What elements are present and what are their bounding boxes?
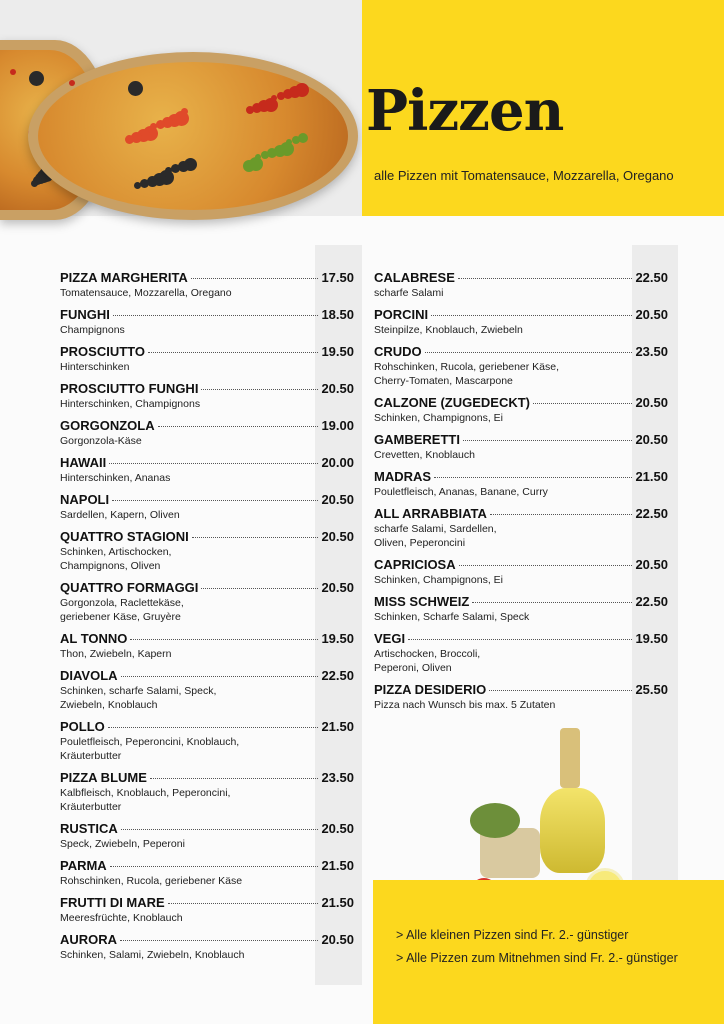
menu-item-description: Gorgonzola, Raclettekäse, (60, 597, 184, 609)
menu-item (60, 631, 354, 661)
dot-leader (121, 676, 319, 677)
dot-leader (108, 727, 319, 728)
menu-item (60, 418, 354, 448)
dot-leader (109, 463, 318, 464)
menu-item-description: Schinken, scharfe Salami, Speck, (60, 685, 217, 697)
menu-item-name: PIZZA BLUME (60, 770, 147, 785)
topping (156, 120, 165, 129)
menu-item (374, 344, 668, 388)
menu-item-description: Hinterschinken, Ananas (60, 472, 171, 484)
menu-item-row (60, 770, 354, 786)
menu-item-name: QUATTRO STAGIONI (60, 529, 189, 544)
topping (292, 136, 300, 144)
menu-item-description: Schinken, Salami, Zwiebeln, Knoblauch (60, 949, 245, 961)
menu-item-name: VEGI (374, 631, 406, 646)
topping (261, 151, 269, 159)
dot-leader (121, 829, 319, 830)
dot-leader (434, 477, 632, 478)
menu-item (60, 821, 354, 851)
menu-item-price: 21.50 (321, 719, 354, 734)
menu-item-row (60, 492, 354, 508)
topping (10, 69, 16, 75)
menu-item-price: 22.50 (635, 506, 668, 521)
menu-item-name: ALL ARRABBIATA (374, 506, 487, 521)
herbs (470, 803, 520, 838)
menu-item-price: 19.00 (321, 418, 354, 433)
dot-leader (130, 639, 318, 640)
menu-item (60, 381, 354, 411)
menu-item-name: RUSTICA (60, 821, 118, 836)
dot-leader (431, 315, 632, 316)
menu-item (374, 682, 668, 712)
menu-item-description: Artischocken, Broccoli, (374, 648, 481, 660)
topping (134, 182, 141, 189)
menu-item-row (60, 631, 354, 647)
menu-item-row (60, 580, 354, 596)
note-takeaway: > Alle Pizzen zum Mitnehmen sind Fr. 2.- günstiger (396, 951, 678, 965)
menu-item (60, 580, 354, 624)
dot-leader (158, 426, 319, 427)
menu-item-name: AL TONNO (60, 631, 128, 646)
topping (69, 80, 75, 86)
menu-item-description: Peperoni, Oliven (374, 662, 452, 674)
menu-item-name: CALZONE (ZUGEDECKT) (374, 395, 530, 410)
topping (246, 106, 254, 114)
menu-item-description: Schinken, Champignons, Ei (374, 574, 503, 586)
menu-item-description: Speck, Zwiebeln, Peperoni (60, 838, 185, 850)
menu-item-row (374, 631, 668, 647)
menu-item-name: GORGONZOLA (60, 418, 155, 433)
menu-item-description: Hinterschinken (60, 361, 130, 373)
menu-item-name: DIAVOLA (60, 668, 118, 683)
menu-item-description: Champignons, Oliven (60, 560, 161, 572)
menu-item-price: 23.50 (635, 344, 668, 359)
header-image-area (0, 0, 362, 216)
menu-item-name: HAWAII (60, 455, 107, 470)
menu-item-row (374, 395, 668, 411)
menu-item-name: PROSCIUTTO FUNGHI (60, 381, 199, 396)
menu-item-row (60, 307, 354, 323)
menu-item-description: Schinken, Champignons, Ei (374, 412, 503, 424)
dot-leader (191, 278, 319, 279)
menu-item (374, 506, 668, 550)
dot-leader (201, 389, 318, 390)
menu-item-row (374, 682, 668, 698)
menu-item-price: 20.50 (635, 395, 668, 410)
menu-item-row (374, 344, 668, 360)
menu-item-description: Kalbfleisch, Knoblauch, Peperoncini, (60, 787, 231, 799)
menu-item-description: Kräuterbutter (60, 801, 122, 813)
menu-item (374, 432, 668, 462)
menu-item-row (60, 344, 354, 360)
dot-leader (110, 866, 319, 867)
menu-item-description: Champignons (60, 324, 125, 336)
menu-item-description: scharfe Salami, Sardellen, (374, 523, 497, 535)
menu-item-price: 22.50 (635, 594, 668, 609)
dot-leader (408, 639, 632, 640)
menu-item (60, 344, 354, 374)
menu-item (60, 719, 354, 763)
menu-item-price: 22.50 (321, 668, 354, 683)
menu-item-description: Pouletfleisch, Ananas, Banane, Curry (374, 486, 548, 498)
topping (125, 135, 134, 144)
menu-item (60, 492, 354, 522)
menu-item-row (374, 270, 668, 286)
menu-item-description: Steinpilze, Knoblauch, Zwiebeln (374, 324, 523, 336)
menu-item-description: Zwiebeln, Knoblauch (60, 699, 158, 711)
menu-item-name: PROSCIUTTO (60, 344, 145, 359)
menu-item (60, 455, 354, 485)
menu-item (60, 529, 354, 573)
menu-item-name: MADRAS (374, 469, 432, 484)
menu-item-description: Cherry-Tomaten, Mascarpone (374, 375, 513, 387)
menu-item-row (60, 821, 354, 837)
menu-item-price: 23.50 (321, 770, 354, 785)
note-small-pizzas: > Alle kleinen Pizzen sind Fr. 2.- günstiger (396, 928, 629, 942)
menu-item (374, 557, 668, 587)
menu-item-row (60, 668, 354, 684)
topping (29, 71, 44, 86)
menu-item-name: PORCINI (374, 307, 429, 322)
menu-item-description: Schinken, Artischocken, (60, 546, 172, 558)
menu-item-row (374, 594, 668, 610)
menu-item (60, 307, 354, 337)
menu-item-price: 18.50 (321, 307, 354, 322)
menu-item-price: 17.50 (321, 270, 354, 285)
menu-item-row (60, 858, 354, 874)
menu-item-row (60, 529, 354, 545)
menu-item-name: GAMBERETTI (374, 432, 460, 447)
menu-item-description: Tomatensauce, Mozzarella, Oregano (60, 287, 232, 299)
topping (277, 92, 285, 100)
dot-leader (168, 903, 319, 904)
menu-item-row (374, 557, 668, 573)
menu-item-description: Rohschinken, Rucola, geriebener Käse (60, 875, 243, 887)
dot-leader (112, 500, 318, 501)
topping (140, 179, 149, 188)
menu-item-row (60, 719, 354, 735)
oil-bottle (540, 788, 605, 873)
menu-item (374, 270, 668, 300)
menu-item-description: Rohschinken, Rucola, geriebener Käse, (374, 361, 560, 373)
topping (298, 133, 308, 143)
dot-leader (192, 537, 319, 538)
dot-leader (458, 278, 633, 279)
topping (128, 81, 143, 96)
menu-item-description: scharfe Salami (374, 287, 444, 299)
page-subtitle: alle Pizzen mit Tomatensauce, Mozzarella, Oregano (374, 168, 674, 183)
menu-item-name: CAPRICIOSA (374, 557, 456, 572)
menu-item-name: MISS SCHWEIZ (374, 594, 470, 609)
menu-item-row (374, 506, 668, 522)
menu-item-description: Pouletfleisch, Peperoncini, Knoblauch, (60, 736, 240, 748)
menu-column-left (60, 270, 354, 969)
page-title: Pizzen (366, 78, 564, 144)
menu-item-row (374, 469, 668, 485)
topping (31, 180, 38, 187)
topping (243, 160, 255, 172)
menu-item-row (60, 418, 354, 434)
menu-item-name: PIZZA MARGHERITA (60, 270, 188, 285)
menu-item (374, 469, 668, 499)
menu-item-price: 20.50 (635, 432, 668, 447)
menu-item-name: PIZZA DESIDERIO (374, 682, 487, 697)
menu-item-description: Pizza nach Wunsch bis max. 5 Zutaten (374, 699, 556, 711)
dot-leader (489, 690, 632, 691)
dot-leader (425, 352, 633, 353)
menu-item (374, 594, 668, 624)
dot-leader (150, 778, 319, 779)
dot-leader (463, 440, 633, 441)
menu-item (60, 668, 354, 712)
menu-item-price: 21.50 (635, 469, 668, 484)
dot-leader (120, 940, 318, 941)
menu-item-name: AURORA (60, 932, 118, 947)
dot-leader (472, 602, 632, 603)
menu-item-row (60, 932, 354, 948)
menu-item-price: 21.50 (321, 858, 354, 873)
dot-leader (490, 514, 633, 515)
menu-item-description: Hinterschinken, Champignons (60, 398, 201, 410)
menu-item-row (60, 270, 354, 286)
menu-item-description: Oliven, Peperoncini (374, 537, 466, 549)
menu-item-price: 20.50 (321, 492, 354, 507)
menu-item-description: Kräuterbutter (60, 750, 122, 762)
menu-item-row (60, 455, 354, 471)
menu-item-price: 19.50 (321, 344, 354, 359)
menu-item-price: 20.50 (321, 381, 354, 396)
menu-item-price: 20.00 (321, 455, 354, 470)
menu-item-price: 20.50 (635, 307, 668, 322)
menu-item-price: 22.50 (635, 270, 668, 285)
menu-item-price: 20.50 (321, 529, 354, 544)
menu-item-name: NAPOLI (60, 492, 110, 507)
menu-item-row (374, 432, 668, 448)
menu-item-price: 20.50 (321, 580, 354, 595)
menu-item-price: 19.50 (635, 631, 668, 646)
topping (267, 148, 277, 158)
menu-item (60, 858, 354, 888)
pizza-image (28, 52, 358, 220)
menu-item-price: 20.50 (321, 821, 354, 836)
menu-item-row (60, 381, 354, 397)
menu-item-row (60, 895, 354, 911)
menu-item-name: CALABRESE (374, 270, 455, 285)
menu-item-price: 20.50 (321, 932, 354, 947)
dot-leader (459, 565, 633, 566)
menu-item (374, 307, 668, 337)
menu-item-description: Schinken, Scharfe Salami, Speck (374, 611, 530, 623)
menu-item-description: Sardellen, Kapern, Oliven (60, 509, 180, 521)
menu-item (60, 895, 354, 925)
menu-item (60, 932, 354, 962)
menu-column-right (374, 270, 668, 719)
dot-leader (113, 315, 319, 316)
menu-item-description: Meeresfrüchte, Knoblauch (60, 912, 183, 924)
menu-item-name: FRUTTI DI MARE (60, 895, 165, 910)
menu-item-name: CRUDO (374, 344, 422, 359)
menu-item-price: 25.50 (635, 682, 668, 697)
menu-item-description: geriebener Käse, Gruyère (60, 611, 181, 623)
menu-item (60, 270, 354, 300)
menu-item-name: PARMA (60, 858, 107, 873)
menu-item-description: Crevetten, Knoblauch (374, 449, 475, 461)
menu-item-price: 19.50 (321, 631, 354, 646)
menu-item (60, 770, 354, 814)
menu-item (374, 395, 668, 425)
dot-leader (148, 352, 318, 353)
dot-leader (533, 403, 632, 404)
menu-item-description: Thon, Zwiebeln, Kapern (60, 648, 172, 660)
menu-item-name: FUNGHI (60, 307, 110, 322)
menu-item-name: QUATTRO FORMAGGI (60, 580, 199, 595)
menu-item-description: Gorgonzola-Käse (60, 435, 142, 447)
menu-item (374, 631, 668, 675)
menu-item-name: POLLO (60, 719, 105, 734)
menu-item-price: 20.50 (635, 557, 668, 572)
dot-leader (201, 588, 318, 589)
menu-item-row (374, 307, 668, 323)
menu-item-price: 21.50 (321, 895, 354, 910)
topping (171, 164, 180, 173)
bottle-neck (560, 728, 580, 788)
